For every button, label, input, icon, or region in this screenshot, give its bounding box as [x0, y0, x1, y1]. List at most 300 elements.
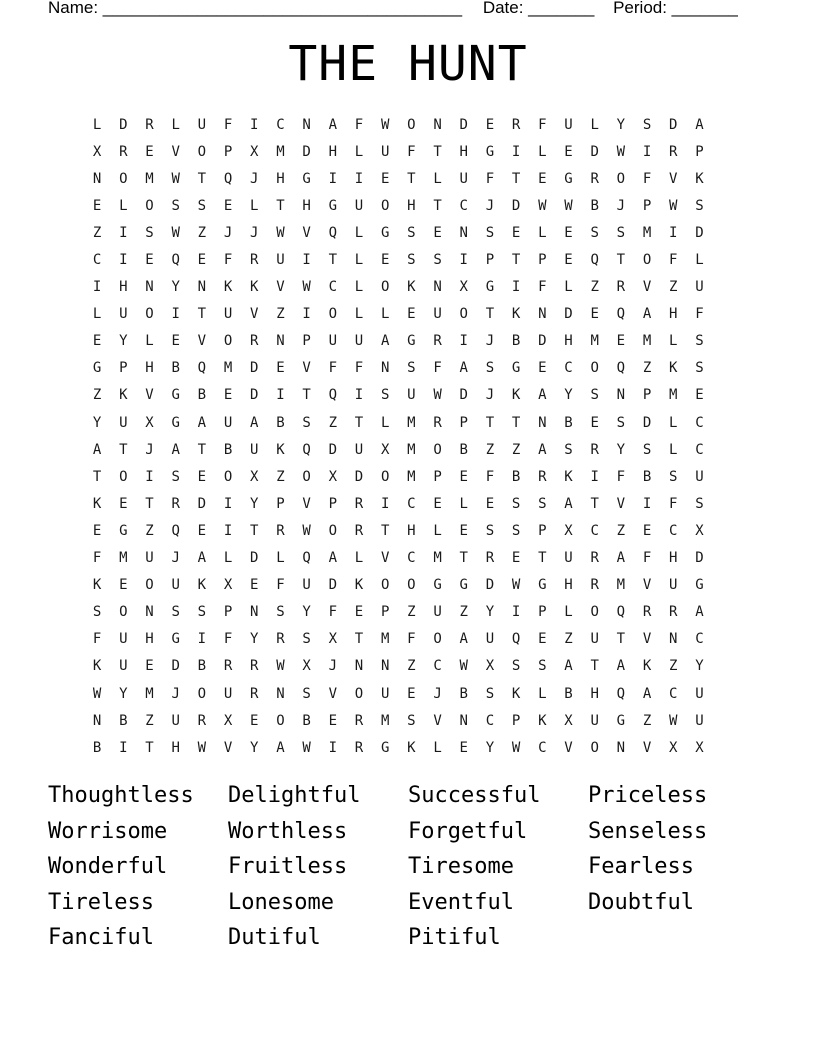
- grid-letter[interactable]: O: [590, 604, 599, 621]
- grid-letter[interactable]: D: [250, 550, 259, 567]
- grid-letter[interactable]: R: [354, 739, 364, 756]
- grid-letter[interactable]: U: [590, 631, 599, 648]
- grid-letter[interactable]: P: [302, 333, 311, 350]
- grid-letter[interactable]: Y: [119, 333, 128, 350]
- grid-letter[interactable]: P: [459, 414, 468, 431]
- grid-letter[interactable]: M: [616, 577, 626, 594]
- grid-letter[interactable]: R: [223, 658, 233, 675]
- grid-letter[interactable]: L: [669, 333, 678, 350]
- grid-letter[interactable]: U: [695, 468, 704, 485]
- grid-letter[interactable]: H: [564, 333, 573, 350]
- grid-letter[interactable]: A: [538, 387, 547, 404]
- grid-letter[interactable]: P: [223, 143, 233, 160]
- grid-letter[interactable]: E: [145, 252, 154, 269]
- grid-letter[interactable]: U: [459, 170, 468, 187]
- grid-letter[interactable]: U: [433, 604, 442, 621]
- grid-letter[interactable]: E: [485, 116, 495, 133]
- grid-letter[interactable]: Z: [92, 387, 102, 404]
- grid-letter[interactable]: L: [354, 279, 364, 296]
- grid-letter[interactable]: N: [459, 712, 468, 729]
- grid-letter[interactable]: R: [197, 712, 207, 729]
- grid-letter[interactable]: C: [485, 712, 495, 729]
- grid-letter[interactable]: E: [119, 495, 128, 512]
- grid-letter[interactable]: E: [250, 712, 259, 729]
- grid-letter[interactable]: J: [223, 224, 233, 241]
- grid-letter[interactable]: M: [119, 550, 128, 567]
- grid-letter[interactable]: X: [669, 739, 678, 756]
- grid-letter[interactable]: U: [250, 441, 259, 458]
- grid-letter[interactable]: W: [669, 197, 678, 214]
- grid-letter[interactable]: X: [695, 522, 704, 539]
- grid-letter[interactable]: V: [642, 577, 652, 594]
- grid-letter[interactable]: F: [92, 631, 102, 648]
- grid-letter[interactable]: W: [433, 387, 442, 404]
- grid-letter[interactable]: T: [459, 550, 468, 567]
- grid-letter[interactable]: S: [302, 685, 311, 702]
- grid-letter[interactable]: K: [223, 279, 233, 296]
- grid-letter[interactable]: D: [511, 197, 521, 214]
- grid-letter[interactable]: S: [642, 441, 652, 458]
- grid-letter[interactable]: S: [433, 252, 442, 269]
- grid-letter[interactable]: N: [92, 712, 102, 729]
- grid-letter[interactable]: R: [590, 550, 599, 567]
- grid-letter[interactable]: N: [433, 279, 442, 296]
- grid-letter[interactable]: I: [459, 252, 468, 269]
- grid-letter[interactable]: Q: [616, 604, 626, 621]
- grid-letter[interactable]: F: [695, 306, 704, 323]
- grid-letter[interactable]: A: [197, 550, 207, 567]
- grid-letter[interactable]: Q: [197, 360, 207, 377]
- grid-letter[interactable]: U: [485, 631, 495, 648]
- grid-letter[interactable]: X: [564, 522, 573, 539]
- grid-letter[interactable]: B: [92, 739, 102, 756]
- grid-letter[interactable]: Z: [328, 414, 337, 431]
- grid-letter[interactable]: Q: [171, 252, 180, 269]
- grid-letter[interactable]: L: [92, 306, 102, 323]
- grid-letter[interactable]: U: [119, 631, 128, 648]
- grid-letter[interactable]: O: [276, 712, 285, 729]
- grid-letter[interactable]: N: [92, 170, 102, 187]
- grid-letter[interactable]: A: [642, 306, 652, 323]
- grid-letter[interactable]: T: [250, 522, 259, 539]
- grid-letter[interactable]: N: [276, 685, 285, 702]
- grid-letter[interactable]: V: [669, 170, 678, 187]
- grid-letter[interactable]: L: [171, 116, 180, 133]
- grid-letter[interactable]: E: [145, 658, 154, 675]
- grid-letter[interactable]: I: [171, 306, 180, 323]
- grid-letter[interactable]: N: [459, 224, 468, 241]
- grid-letter[interactable]: Z: [485, 441, 495, 458]
- grid-letter[interactable]: I: [223, 495, 233, 512]
- grid-letter[interactable]: D: [328, 441, 337, 458]
- grid-letter[interactable]: L: [354, 252, 364, 269]
- grid-letter[interactable]: S: [407, 360, 416, 377]
- grid-letter[interactable]: I: [511, 279, 521, 296]
- grid-letter[interactable]: D: [459, 387, 468, 404]
- grid-letter[interactable]: S: [485, 360, 495, 377]
- grid-letter[interactable]: N: [250, 604, 259, 621]
- grid-letter[interactable]: D: [695, 550, 704, 567]
- grid-letter[interactable]: T: [328, 252, 337, 269]
- grid-letter[interactable]: E: [485, 495, 495, 512]
- grid-letter[interactable]: L: [538, 224, 547, 241]
- grid-letter[interactable]: K: [511, 306, 521, 323]
- grid-letter[interactable]: T: [511, 252, 521, 269]
- grid-letter[interactable]: A: [459, 631, 468, 648]
- grid-letter[interactable]: U: [669, 577, 678, 594]
- grid-letter[interactable]: W: [302, 739, 311, 756]
- grid-letter[interactable]: F: [223, 631, 233, 648]
- grid-letter[interactable]: T: [119, 441, 128, 458]
- grid-letter[interactable]: Y: [250, 739, 259, 756]
- grid-letter[interactable]: E: [459, 522, 468, 539]
- grid-letter[interactable]: E: [511, 550, 521, 567]
- grid-letter[interactable]: T: [302, 387, 311, 404]
- grid-letter[interactable]: R: [119, 143, 128, 160]
- grid-letter[interactable]: E: [511, 224, 521, 241]
- grid-letter[interactable]: E: [616, 333, 626, 350]
- grid-letter[interactable]: S: [171, 197, 180, 214]
- grid-letter[interactable]: K: [695, 170, 704, 187]
- grid-letter[interactable]: K: [92, 658, 102, 675]
- grid-letter[interactable]: T: [590, 658, 599, 675]
- grid-letter[interactable]: G: [695, 577, 704, 594]
- grid-letter[interactable]: S: [616, 414, 626, 431]
- grid-letter[interactable]: E: [538, 170, 547, 187]
- grid-letter[interactable]: P: [485, 252, 495, 269]
- grid-letter[interactable]: E: [590, 306, 599, 323]
- grid-letter[interactable]: E: [433, 495, 442, 512]
- grid-letter[interactable]: F: [407, 631, 416, 648]
- grid-letter[interactable]: S: [485, 224, 495, 241]
- grid-letter[interactable]: C: [276, 116, 285, 133]
- grid-letter[interactable]: W: [171, 224, 180, 241]
- grid-letter[interactable]: X: [223, 577, 233, 594]
- grid-letter[interactable]: E: [250, 577, 259, 594]
- grid-letter[interactable]: O: [433, 441, 442, 458]
- grid-letter[interactable]: E: [695, 387, 704, 404]
- grid-letter[interactable]: F: [354, 360, 364, 377]
- grid-letter[interactable]: A: [564, 658, 573, 675]
- grid-letter[interactable]: R: [433, 333, 442, 350]
- grid-letter[interactable]: E: [642, 522, 652, 539]
- grid-letter[interactable]: H: [145, 631, 154, 648]
- grid-letter[interactable]: G: [538, 577, 547, 594]
- grid-letter[interactable]: O: [459, 306, 468, 323]
- grid-letter[interactable]: I: [354, 387, 364, 404]
- grid-letter[interactable]: X: [485, 658, 495, 675]
- grid-letter[interactable]: X: [250, 143, 259, 160]
- grid-letter[interactable]: A: [250, 414, 259, 431]
- grid-letter[interactable]: O: [407, 577, 416, 594]
- grid-letter[interactable]: Z: [276, 306, 285, 323]
- grid-letter[interactable]: Y: [616, 441, 626, 458]
- grid-letter[interactable]: E: [380, 170, 390, 187]
- grid-letter[interactable]: J: [616, 197, 626, 214]
- grid-letter[interactable]: I: [590, 468, 599, 485]
- grid-letter[interactable]: E: [223, 387, 233, 404]
- grid-letter[interactable]: Z: [145, 522, 154, 539]
- grid-letter[interactable]: T: [511, 414, 521, 431]
- grid-letter[interactable]: O: [119, 604, 128, 621]
- grid-letter[interactable]: X: [250, 468, 259, 485]
- grid-letter[interactable]: C: [590, 522, 599, 539]
- grid-letter[interactable]: O: [433, 631, 442, 648]
- grid-letter[interactable]: T: [145, 495, 154, 512]
- grid-letter[interactable]: S: [695, 197, 704, 214]
- grid-letter[interactable]: F: [433, 360, 442, 377]
- grid-letter[interactable]: Q: [302, 441, 311, 458]
- grid-letter[interactable]: E: [433, 224, 442, 241]
- grid-letter[interactable]: W: [564, 197, 573, 214]
- period-field[interactable]: Period: _______: [613, 0, 738, 17]
- grid-letter[interactable]: M: [433, 550, 442, 567]
- grid-letter[interactable]: K: [642, 658, 652, 675]
- grid-letter[interactable]: C: [669, 522, 678, 539]
- grid-letter[interactable]: W: [92, 685, 102, 702]
- grid-letter[interactable]: Z: [511, 441, 521, 458]
- grid-letter[interactable]: D: [302, 143, 311, 160]
- grid-letter[interactable]: T: [92, 468, 102, 485]
- grid-letter[interactable]: E: [564, 224, 573, 241]
- grid-letter[interactable]: V: [642, 279, 652, 296]
- grid-letter[interactable]: E: [407, 306, 416, 323]
- grid-letter[interactable]: O: [145, 197, 154, 214]
- grid-letter[interactable]: D: [250, 387, 259, 404]
- grid-letter[interactable]: H: [119, 279, 128, 296]
- grid-letter[interactable]: A: [695, 116, 704, 133]
- grid-letter[interactable]: M: [407, 414, 416, 431]
- grid-letter[interactable]: S: [302, 414, 311, 431]
- grid-letter[interactable]: S: [302, 631, 311, 648]
- grid-letter[interactable]: X: [302, 658, 311, 675]
- grid-letter[interactable]: H: [276, 170, 285, 187]
- grid-letter[interactable]: V: [250, 306, 259, 323]
- grid-letter[interactable]: G: [511, 360, 521, 377]
- grid-letter[interactable]: X: [459, 279, 468, 296]
- grid-letter[interactable]: S: [171, 604, 180, 621]
- grid-letter[interactable]: Q: [511, 631, 521, 648]
- grid-letter[interactable]: C: [92, 252, 102, 269]
- grid-letter[interactable]: Z: [407, 658, 416, 675]
- grid-letter[interactable]: S: [538, 495, 547, 512]
- grid-letter[interactable]: F: [485, 468, 495, 485]
- grid-letter[interactable]: C: [459, 197, 468, 214]
- grid-letter[interactable]: G: [407, 333, 416, 350]
- grid-letter[interactable]: F: [276, 577, 285, 594]
- grid-letter[interactable]: Y: [695, 658, 704, 675]
- grid-letter[interactable]: O: [407, 116, 416, 133]
- grid-letter[interactable]: R: [538, 468, 547, 485]
- grid-letter[interactable]: D: [590, 143, 599, 160]
- grid-letter[interactable]: I: [119, 739, 128, 756]
- grid-letter[interactable]: F: [407, 143, 416, 160]
- grid-letter[interactable]: M: [407, 441, 416, 458]
- grid-letter[interactable]: K: [538, 712, 547, 729]
- grid-letter[interactable]: F: [328, 604, 337, 621]
- grid-letter[interactable]: Y: [92, 414, 102, 431]
- grid-letter[interactable]: S: [145, 224, 154, 241]
- grid-letter[interactable]: X: [328, 631, 337, 648]
- grid-letter[interactable]: N: [197, 279, 207, 296]
- grid-letter[interactable]: F: [328, 360, 337, 377]
- grid-letter[interactable]: R: [590, 577, 599, 594]
- grid-letter[interactable]: L: [354, 143, 364, 160]
- grid-letter[interactable]: P: [433, 468, 442, 485]
- grid-letter[interactable]: R: [642, 604, 652, 621]
- grid-letter[interactable]: Z: [669, 279, 678, 296]
- grid-letter[interactable]: E: [197, 522, 207, 539]
- grid-letter[interactable]: T: [197, 441, 207, 458]
- grid-letter[interactable]: G: [616, 712, 626, 729]
- grid-letter[interactable]: O: [223, 333, 233, 350]
- grid-letter[interactable]: D: [171, 658, 180, 675]
- grid-letter[interactable]: E: [197, 252, 207, 269]
- grid-letter[interactable]: J: [485, 333, 495, 350]
- grid-letter[interactable]: S: [669, 468, 678, 485]
- grid-letter[interactable]: W: [276, 224, 285, 241]
- grid-letter[interactable]: L: [564, 604, 573, 621]
- grid-letter[interactable]: Y: [302, 604, 311, 621]
- grid-letter[interactable]: D: [669, 116, 678, 133]
- grid-letter[interactable]: M: [669, 387, 678, 404]
- grid-letter[interactable]: B: [302, 712, 311, 729]
- grid-letter[interactable]: E: [538, 360, 547, 377]
- grid-letter[interactable]: B: [564, 414, 573, 431]
- grid-letter[interactable]: E: [145, 143, 154, 160]
- grid-letter[interactable]: I: [459, 333, 468, 350]
- grid-letter[interactable]: L: [459, 495, 468, 512]
- grid-letter[interactable]: X: [380, 441, 390, 458]
- grid-letter[interactable]: S: [380, 387, 390, 404]
- grid-letter[interactable]: B: [590, 197, 599, 214]
- grid-letter[interactable]: S: [590, 224, 599, 241]
- grid-letter[interactable]: A: [459, 360, 468, 377]
- grid-letter[interactable]: J: [250, 224, 259, 241]
- grid-letter[interactable]: O: [197, 685, 207, 702]
- grid-letter[interactable]: J: [145, 441, 154, 458]
- grid-letter[interactable]: D: [485, 577, 495, 594]
- grid-letter[interactable]: U: [695, 279, 704, 296]
- grid-letter[interactable]: H: [407, 197, 416, 214]
- grid-letter[interactable]: X: [695, 739, 704, 756]
- grid-letter[interactable]: R: [354, 495, 364, 512]
- grid-letter[interactable]: R: [590, 170, 599, 187]
- grid-letter[interactable]: E: [92, 197, 102, 214]
- grid-letter[interactable]: S: [511, 658, 521, 675]
- grid-letter[interactable]: W: [669, 712, 678, 729]
- grid-letter[interactable]: Y: [171, 279, 180, 296]
- grid-letter[interactable]: I: [197, 631, 207, 648]
- grid-letter[interactable]: O: [354, 685, 364, 702]
- grid-letter[interactable]: E: [538, 631, 547, 648]
- grid-letter[interactable]: U: [695, 685, 704, 702]
- grid-letter[interactable]: F: [669, 495, 678, 512]
- grid-letter[interactable]: Z: [590, 279, 599, 296]
- grid-letter[interactable]: N: [380, 658, 390, 675]
- grid-letter[interactable]: E: [92, 333, 102, 350]
- grid-letter[interactable]: L: [145, 333, 154, 350]
- grid-letter[interactable]: T: [590, 495, 599, 512]
- grid-letter[interactable]: A: [695, 604, 704, 621]
- grid-letter[interactable]: H: [328, 143, 337, 160]
- grid-letter[interactable]: V: [642, 739, 652, 756]
- grid-letter[interactable]: M: [380, 631, 390, 648]
- grid-letter[interactable]: O: [223, 468, 233, 485]
- grid-letter[interactable]: U: [171, 577, 180, 594]
- grid-letter[interactable]: Y: [564, 387, 573, 404]
- grid-letter[interactable]: H: [459, 143, 468, 160]
- grid-letter[interactable]: U: [564, 550, 573, 567]
- grid-letter[interactable]: R: [276, 522, 285, 539]
- grid-letter[interactable]: Q: [223, 170, 233, 187]
- grid-letter[interactable]: U: [380, 143, 390, 160]
- grid-letter[interactable]: S: [695, 360, 704, 377]
- grid-letter[interactable]: B: [459, 441, 468, 458]
- grid-letter[interactable]: T: [616, 252, 626, 269]
- grid-letter[interactable]: B: [459, 685, 468, 702]
- grid-letter[interactable]: R: [590, 441, 599, 458]
- grid-letter[interactable]: J: [328, 658, 337, 675]
- grid-letter[interactable]: Q: [302, 550, 311, 567]
- grid-letter[interactable]: O: [590, 739, 599, 756]
- grid-letter[interactable]: V: [642, 631, 652, 648]
- name-field[interactable]: Name: ______________________________________: [48, 0, 463, 17]
- grid-letter[interactable]: D: [642, 414, 652, 431]
- grid-letter[interactable]: U: [695, 712, 704, 729]
- grid-letter[interactable]: S: [407, 712, 416, 729]
- grid-letter[interactable]: H: [171, 739, 180, 756]
- grid-letter[interactable]: B: [511, 333, 521, 350]
- grid-letter[interactable]: K: [276, 441, 285, 458]
- grid-letter[interactable]: R: [433, 414, 442, 431]
- grid-letter[interactable]: E: [590, 414, 599, 431]
- grid-letter[interactable]: I: [511, 143, 521, 160]
- grid-letter[interactable]: R: [511, 116, 521, 133]
- grid-letter[interactable]: Y: [485, 604, 495, 621]
- grid-letter[interactable]: E: [564, 143, 573, 160]
- grid-letter[interactable]: M: [590, 333, 599, 350]
- grid-letter[interactable]: N: [616, 739, 626, 756]
- grid-letter[interactable]: P: [119, 360, 128, 377]
- grid-letter[interactable]: Q: [328, 387, 337, 404]
- grid-letter[interactable]: F: [223, 252, 233, 269]
- grid-letter[interactable]: I: [380, 495, 390, 512]
- grid-letter[interactable]: X: [145, 414, 154, 431]
- grid-letter[interactable]: T: [197, 170, 207, 187]
- grid-letter[interactable]: O: [642, 252, 652, 269]
- grid-letter[interactable]: T: [407, 170, 416, 187]
- grid-letter[interactable]: Q: [328, 224, 337, 241]
- grid-letter[interactable]: Q: [616, 685, 626, 702]
- grid-letter[interactable]: R: [669, 604, 678, 621]
- grid-letter[interactable]: W: [511, 577, 521, 594]
- grid-letter[interactable]: T: [485, 414, 495, 431]
- grid-letter[interactable]: C: [564, 360, 573, 377]
- grid-letter[interactable]: C: [695, 441, 704, 458]
- grid-letter[interactable]: S: [407, 252, 416, 269]
- grid-letter[interactable]: O: [328, 522, 337, 539]
- grid-letter[interactable]: A: [642, 685, 652, 702]
- grid-letter[interactable]: O: [380, 197, 390, 214]
- grid-letter[interactable]: K: [197, 577, 207, 594]
- grid-letter[interactable]: U: [223, 306, 233, 323]
- grid-letter[interactable]: L: [380, 414, 390, 431]
- grid-letter[interactable]: S: [616, 224, 626, 241]
- grid-letter[interactable]: G: [171, 414, 180, 431]
- grid-letter[interactable]: L: [695, 252, 704, 269]
- grid-letter[interactable]: U: [590, 712, 599, 729]
